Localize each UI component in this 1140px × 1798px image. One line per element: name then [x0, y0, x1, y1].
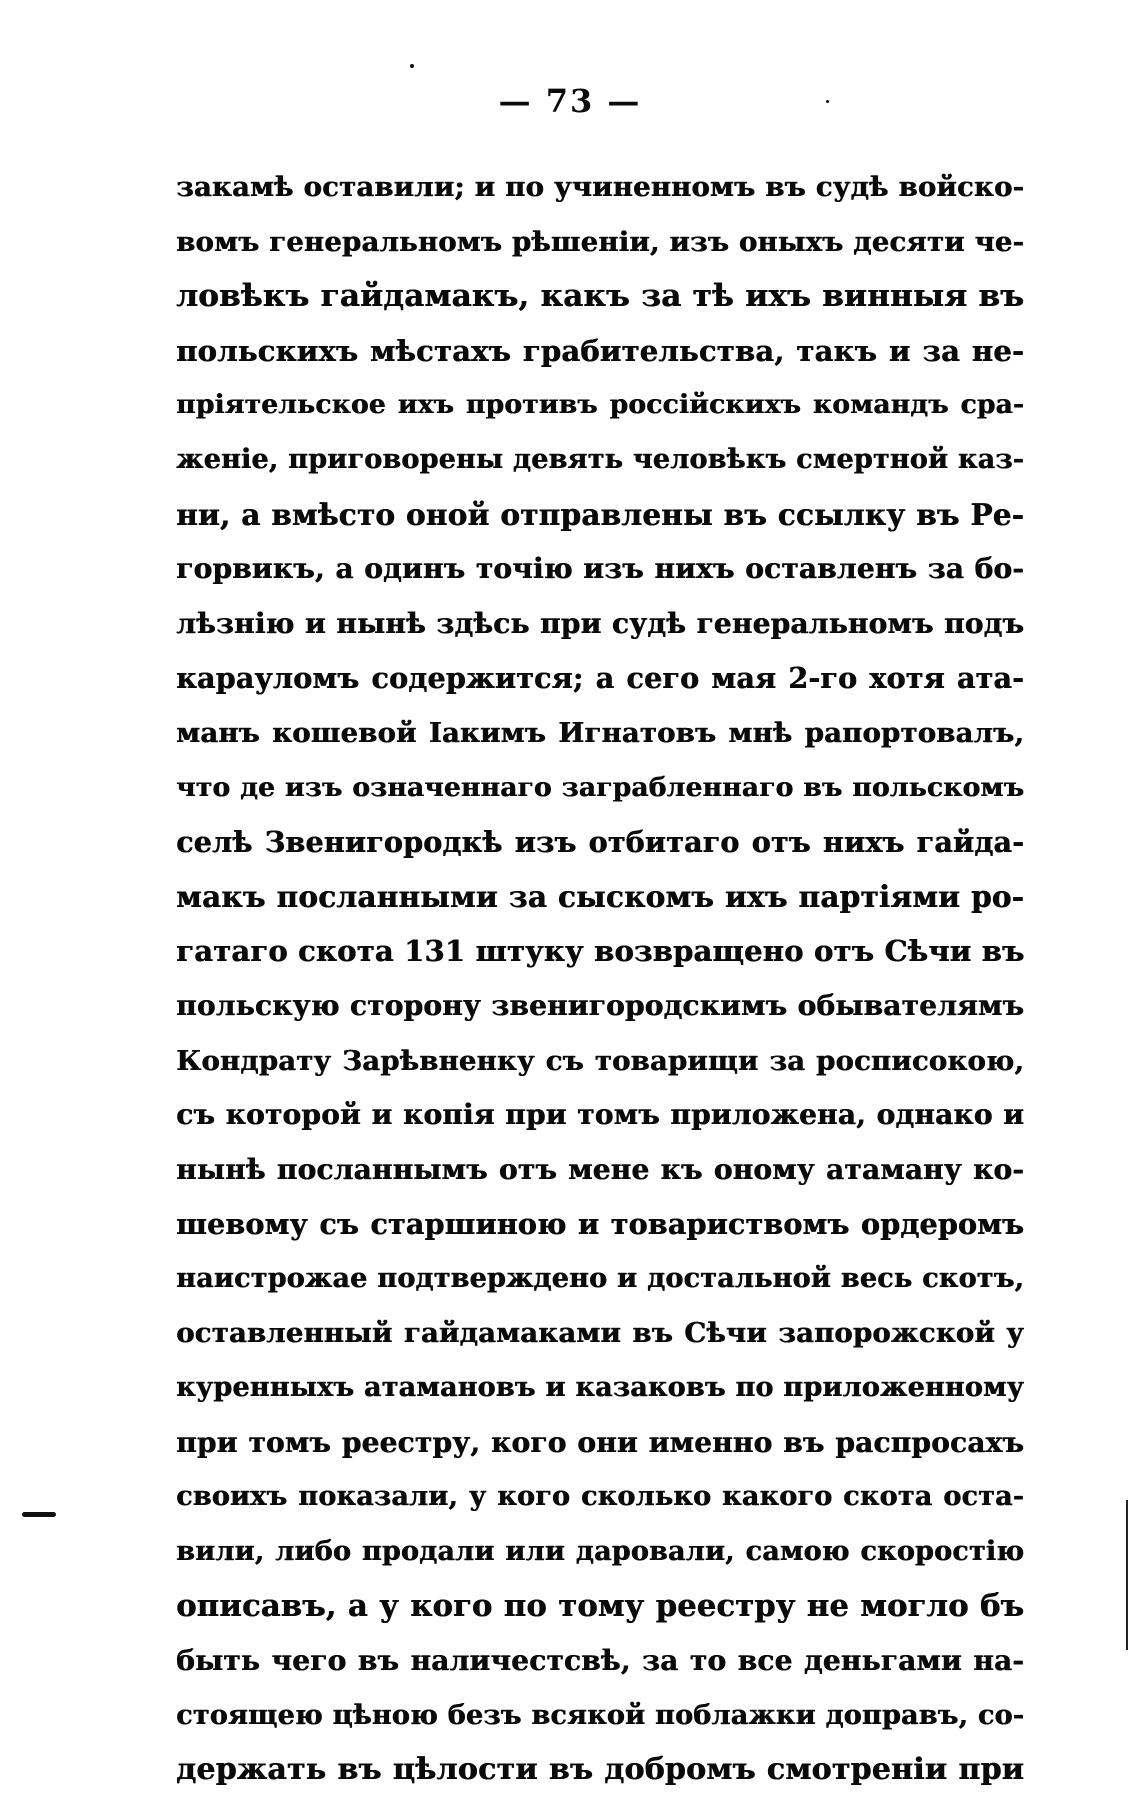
text-line: манъ кошевой Іакимъ Игнатовъ мнѣ рапортовалъ, [176, 716, 1024, 749]
text-line: оставленный гайдамаками въ Сѣчи запорожской у [176, 1317, 1024, 1350]
text-line: закамѣ оставили; и по учиненномъ въ судѣ войско- [176, 171, 1024, 203]
text-line: польскихъ мѣстахъ грабительства, такъ и за не- [176, 333, 1024, 368]
body-text [176, 160, 1024, 1798]
scan-speck [410, 64, 414, 68]
scan-edge-rule [1126, 1500, 1128, 1650]
text-line: своихъ показали, у кого сколько какого скота оста- [176, 1481, 1024, 1513]
text-line: держать въ цѣлости въ добромъ смотреніи при [176, 1752, 1024, 1788]
text-line: ни, а вмѣсто оной отправлены въ ссылку въ Ре- [176, 496, 1024, 532]
text-line: при томъ реестру, кого они именно въ распросахъ [176, 1425, 1024, 1459]
text-line: шевому съ старшиною и товариствомъ ордеромъ [176, 1207, 1024, 1242]
text-line: горвикъ, а одинъ точію изъ нихъ оставленъ за бо- [176, 552, 1024, 586]
scan-speck [826, 100, 829, 103]
text-line: куренныхъ атамановъ и казаковъ по приложенному [176, 1372, 1024, 1404]
text-line: съ которой и копія при томъ приложена, однако и [176, 1098, 1024, 1132]
text-line: нынѣ посланнымъ отъ мене къ оному атаману ко- [176, 1152, 1024, 1186]
text-line: карауломъ содержится; а сего мая 2-го хотя ата- [176, 661, 1024, 696]
text-line: польскую сторону звенигородскимъ обывателямъ [176, 988, 1024, 1022]
text-line: описавъ, а у кого по тому реестру не могло бъ [176, 1588, 1024, 1625]
text-line: вомъ генеральномъ рѣшеніи, изъ оныхъ десяти че- [176, 225, 1024, 258]
text-line: быть чего въ наличестсвѣ, за то все деньгами на- [176, 1644, 1024, 1678]
page-number: — 73 — [498, 82, 642, 120]
text-line: Кондрату Зарѣвненку съ товарищи за росписокою, [176, 1044, 1024, 1077]
text-line: ловѣкъ гайдамакъ, какъ за тѣ ихъ винныя въ [176, 278, 1024, 315]
text-line: макъ посланными за сыскомъ ихъ партіями ро- [176, 878, 1024, 914]
text-line: пріятельское ихъ противъ россійскихъ командъ сра- [176, 389, 1024, 421]
text-line: наистрожае подтверждено и достальной весь скотъ, [176, 1262, 1024, 1294]
text-line: стоящею цѣною безъ всякой поблажки доправъ, со- [176, 1699, 1024, 1731]
text-line: что де изъ означеннаго заграбленнаго въ польскомъ [176, 771, 1024, 803]
text-line: женіе, приговорены девять человѣкъ смертной каз- [176, 443, 1024, 475]
text-line: селѣ Звенигородкѣ изъ отбитаго отъ нихъ гайда- [176, 825, 1024, 860]
text-line: лѣзнію и нынѣ здѣсь при судѣ генеральномъ подъ [176, 606, 1024, 640]
text-line: гатаго скота 131 штуку возвращено отъ Сѣчи въ [176, 934, 1024, 969]
text-line: вили, либо продали или даровали, самою скоростію [176, 1535, 1024, 1567]
margin-mark [22, 1512, 56, 1517]
